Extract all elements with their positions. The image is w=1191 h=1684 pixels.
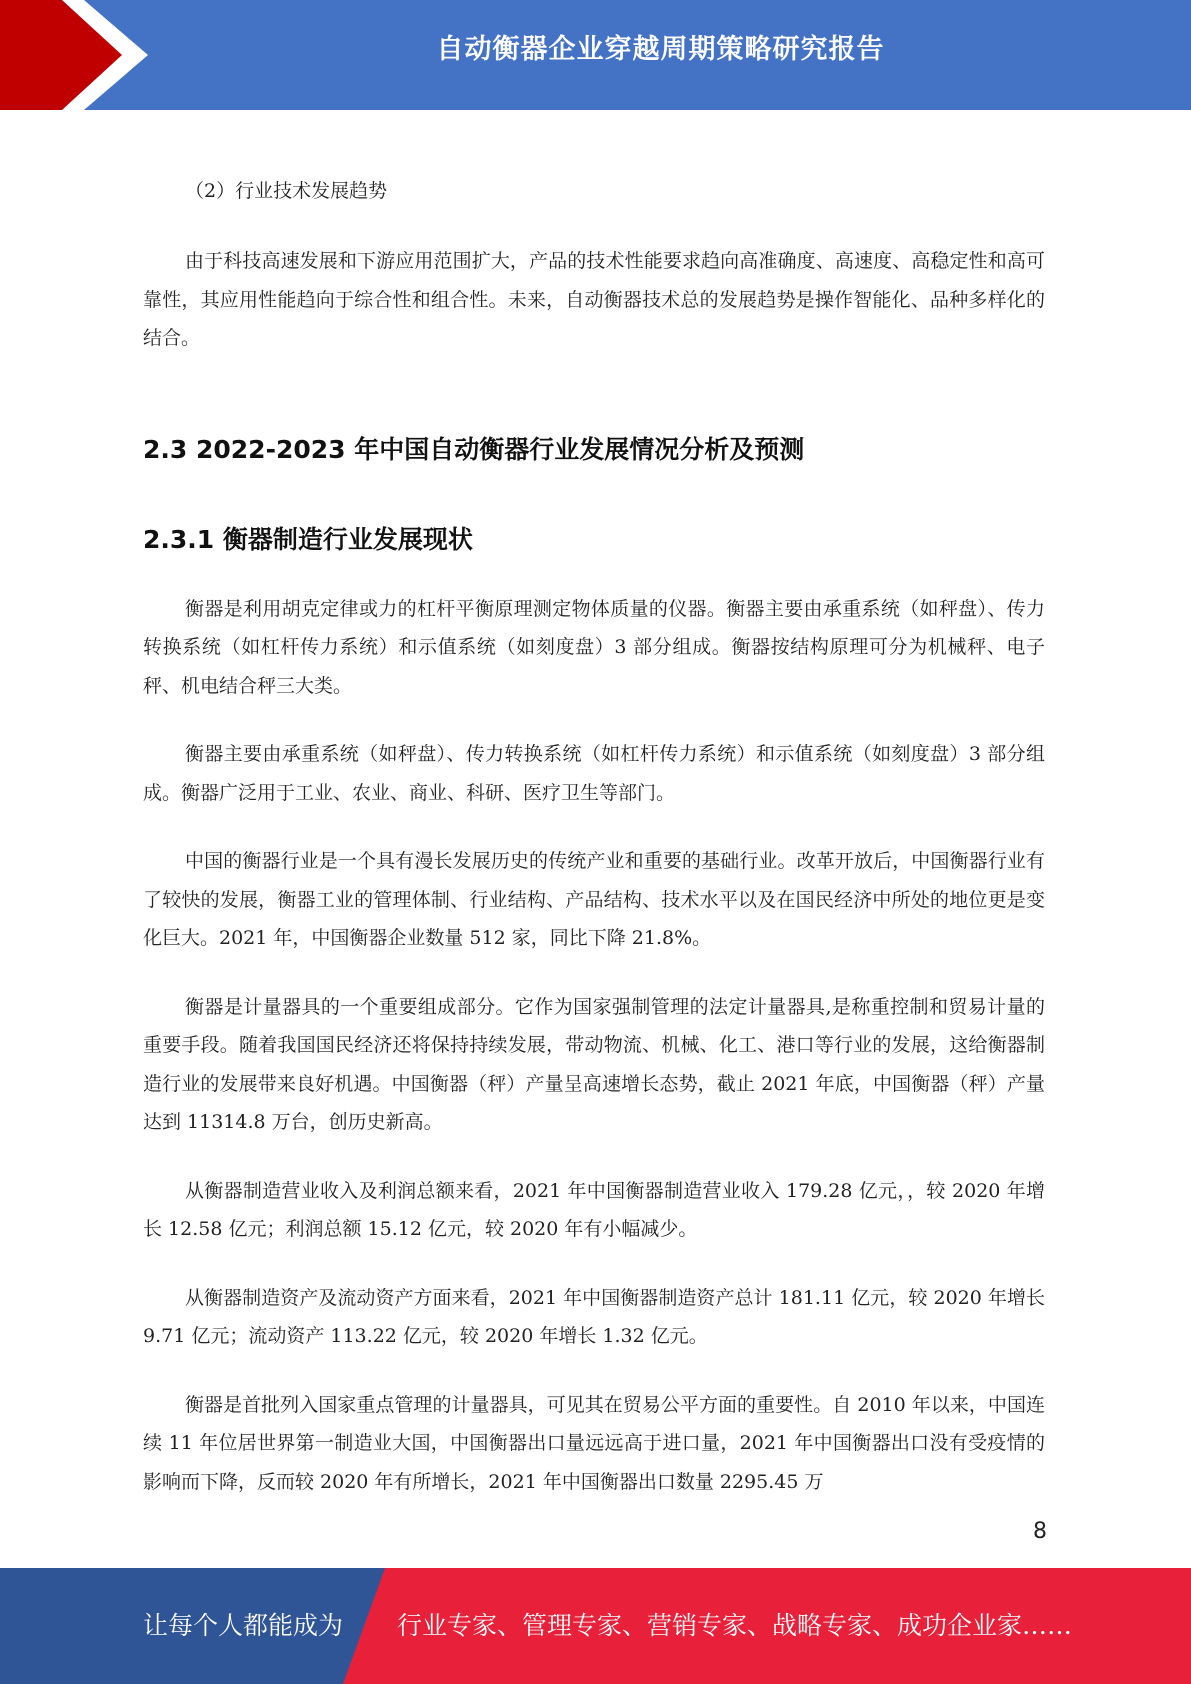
header-arrow-icon (0, 0, 160, 110)
paragraph: 从衡器制造资产及流动资产方面来看，2021 年中国衡器制造资产总计 181.11 亿元，较 2020 年增长 9.71 亿元；流动资产 113.22 亿元，较 2020 年增长 1.32 亿元。 (143, 1286, 1045, 1347)
page-number: 8 (1033, 1519, 1047, 1544)
section-heading: 2.3 2022-2023 年中国自动衡器行业发展情况分析及预测 (143, 434, 805, 464)
paragraph: 中国的衡器行业是一个具有漫长发展历史的传统产业和重要的基础行业。改革开放后，中国衡器行业有了较快的发展，衡器工业的管理体制、行业结构、产品结构、技术水平以及在国民经济中所处的地位更是变化巨大。2021 年，中国衡器企业数量 512 家，同比下降 21.8%。 (143, 850, 1045, 949)
report-title: 自动衡器企业穿越周期策略研究报告 (436, 34, 885, 65)
paragraph: 衡器是计量器具的一个重要组成部分。它作为国家强制管理的法定计量器具,是称重控制和贸易计量的重要手段。随着我国国民经济还将保持持续发展，带动物流、机械、化工、港口等行业的发展，这给衡器制造行业的发展带来良好机遇。中国衡器（秤）产量呈高速增长态势，截止 2021 年底，中国衡器（秤）产量达到 11314.8 万台，创历史新高。 (143, 995, 1045, 1133)
footer-slogan-right: 行业专家、管理专家、营销专家、战略专家、成功企业家…… (397, 1611, 1073, 1640)
main-content (143, 164, 1045, 1501)
footer-slogan-left: 让每个人都能成为 (143, 1611, 344, 1640)
paragraph: 衡器是首批列入国家重点管理的计量器具，可见其在贸易公平方面的重要性。自 2010 年以来，中国连续 11 年位居世界第一制造业大国，中国衡器出口量远远高于进口量，2021 年中国衡器出口没有受疫情的影响而下降，反而较 2020 年有所增长，2021 年中国衡器出口数量 2295.45 万 (143, 1393, 1045, 1493)
page-footer (0, 1568, 1191, 1684)
page-header (0, 0, 1191, 110)
paragraph-intro: 由于科技高速发展和下游应用范围扩大，产品的技术性能要求趋向高准确度、高速度、高稳定性和高可靠性，其应用性能趋向于综合性和组合性。未来，自动衡器技术总的发展趋势是操作智能化、品种多样化的结合。 (143, 250, 1045, 349)
paragraph: 衡器是利用胡克定律或力的杠杆平衡原理测定物体质量的仪器。衡器主要由承重系统（如秤盘）、传力转换系统（如杠杆传力系统）和示值系统（如刻度盘）3 部分组成。衡器按结构原理可分为机械秤、电子秤、机电结合秤三大类。 (143, 597, 1045, 697)
subsection-heading: 2.3.1 衡器制造行业发展现状 (143, 524, 473, 554)
subheading-tech-trend: （2）行业技术发展趋势 (185, 180, 388, 202)
paragraph: 从衡器制造营业收入及利润总额来看，2021 年中国衡器制造营业收入 179.28 亿元，，较 2020 年增长 12.58 亿元；利润总额 15.12 亿元，较 2020 年有小幅减少。 (143, 1179, 1045, 1240)
paragraph: 衡器主要由承重系统（如秤盘）、传力转换系统（如杠杆传力系统）和示值系统（如刻度盘）3 部分组成。衡器广泛用于工业、农业、商业、科研、医疗卫生等部门。 (143, 743, 1045, 804)
